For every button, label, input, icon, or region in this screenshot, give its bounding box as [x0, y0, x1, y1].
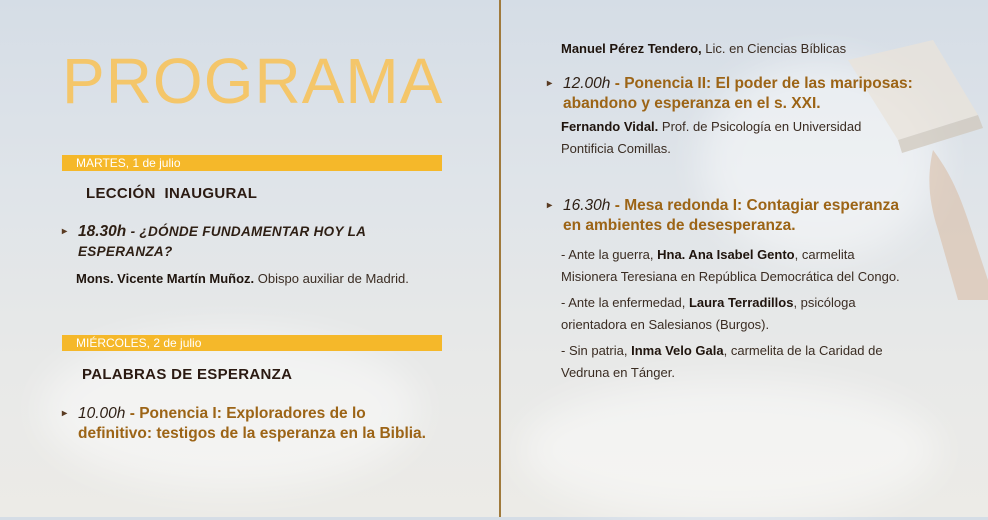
speaker-role: Obispo auxiliar de Madrid. — [257, 271, 409, 286]
speaker-info — [561, 38, 941, 60]
panel-prefix: - Ante la guerra, — [561, 247, 654, 262]
session-ponencia-ii — [547, 74, 917, 160]
panel-member — [561, 244, 911, 288]
cloud-decoration — [520, 380, 940, 520]
panel-member — [561, 292, 911, 336]
session-time: 18.30h — [78, 223, 127, 240]
panel-member — [561, 340, 911, 384]
speaker-info — [547, 116, 917, 160]
speaker-name: Mons. Vicente Martín Muñoz. — [76, 271, 255, 286]
panel-name: Inma Velo Gala — [631, 343, 724, 358]
speaker-top-right — [561, 38, 941, 60]
day-bar-day1: MARTES, 1 de julio — [62, 155, 442, 171]
column-divider — [499, 0, 501, 517]
bullet-arrow-icon: ▸ — [62, 408, 68, 419]
session-time: 12.00h — [563, 75, 611, 92]
speaker-name: Fernando Vidal. — [561, 119, 659, 134]
session-time: 16.30h — [563, 197, 611, 214]
separator: - — [614, 197, 625, 214]
panel-prefix: - Sin patria, — [561, 343, 628, 358]
speaker-role: Lic. en Ciencias Bíblicas — [705, 41, 847, 56]
speaker-name: Manuel Pérez Tendero, — [561, 41, 702, 56]
bullet-arrow-icon: ▸ — [62, 226, 68, 237]
panel-rest: , psicóloga orientadora en Salesianos (Burgos). — [561, 295, 856, 332]
panel-rest: , carmelita de la Caridad de Vedruna en Tánger. — [561, 343, 883, 380]
panel-rest: , carmelita Misionera Teresiana en República Democrática del Congo. — [561, 247, 900, 284]
session-title — [62, 222, 422, 262]
session-mesa-redonda — [547, 196, 917, 384]
session-time: 10.00h — [78, 405, 126, 422]
panel-prefix: - Ante la enfermedad, — [561, 295, 686, 310]
separator: - — [614, 75, 625, 92]
separator: - — [130, 224, 140, 239]
session-name: Mesa redonda I: Contagiar esperanza en ambientes de desesperanza. — [563, 197, 899, 234]
panel-list — [547, 244, 911, 384]
speaker-role: Prof. de Psicología en Universidad Pontificia Comillas. — [561, 119, 862, 156]
session-day2 — [62, 404, 442, 444]
session-name: Ponencia II: El poder de las mariposas: abandono y esperanza en el s. XXI. — [563, 75, 913, 112]
section-heading-day2: PALABRAS DE ESPERANZA — [82, 366, 293, 383]
session-day1 — [62, 222, 422, 290]
panel-name: Laura Terradillos — [688, 295, 794, 310]
day-bar-day2: MIÉRCOLES, 2 de julio — [62, 335, 442, 351]
session-title — [547, 74, 917, 114]
session-name: Ponencia I: Exploradores de lo definitivo: testigos de la esperanza en la Biblia. — [78, 405, 426, 442]
session-name: ¿DÓNDE FUNDAMENTAR HOY LA ESPERANZA? — [78, 224, 366, 259]
page-title: PROGRAMA — [62, 45, 444, 117]
panel-name: Hna. Ana Isabel Gento — [657, 247, 795, 262]
session-title — [62, 404, 442, 444]
session-title — [547, 196, 917, 236]
separator: - — [129, 405, 140, 422]
section-heading-day1: LECCIÓN INAUGURAL — [86, 185, 258, 202]
speaker-info — [62, 268, 422, 290]
bullet-arrow-icon: ▸ — [547, 200, 553, 211]
bullet-arrow-icon: ▸ — [547, 78, 553, 89]
